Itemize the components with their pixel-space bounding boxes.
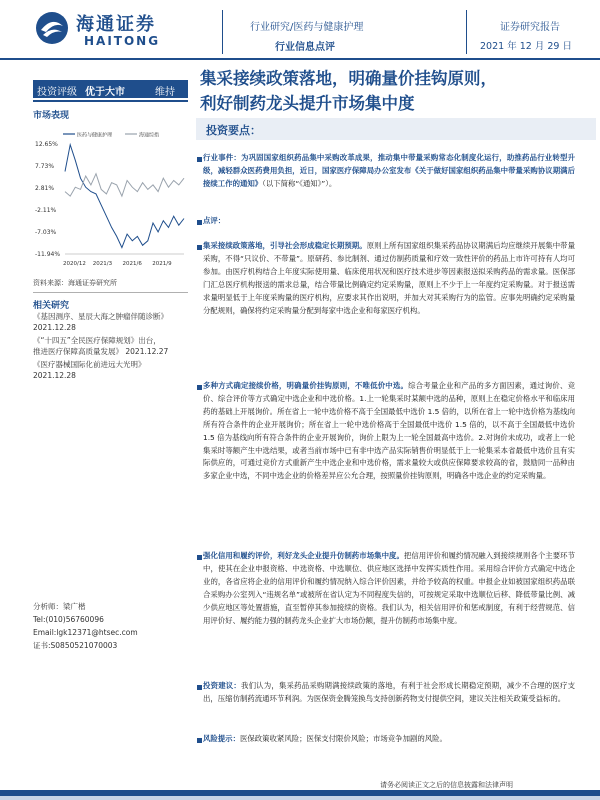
bullet-icon xyxy=(197,555,202,560)
logo-chinese-name: 海通证券 xyxy=(76,14,156,35)
analyst-email: Email:lgk12371@htsec.com xyxy=(33,628,138,637)
related-item-date: 2021.12.27 xyxy=(125,346,169,356)
y-tick-label: -7.03% xyxy=(35,229,57,237)
paragraph-credit xyxy=(203,550,575,627)
credit-lead: 强化信用和履约评价，利好龙头企业提升仿制药市场集中度。 xyxy=(203,551,404,560)
market-chart-svg xyxy=(33,128,188,268)
report-subcategory: 行业信息点评 xyxy=(275,42,335,53)
y-tick-label: 7.73% xyxy=(35,163,55,171)
title-line-1: 集采接续政策落地，明确量价挂钩原则， xyxy=(200,69,497,88)
bullet-icon xyxy=(197,385,202,390)
related-item xyxy=(33,312,168,333)
bullet-icon xyxy=(197,220,202,225)
related-section-label: 相关研究 xyxy=(33,301,70,311)
advice-rest: 我们认为，集采药品采购期满接续政策的落地，有利于社会形成长期稳定预期，减少不合理的医疗支出，压缩仿制药流通环节利润。为医保资金腾笼换鸟支持创新药物支付提供空间，建议关注相关政策受益标的。 xyxy=(203,681,575,703)
report-title xyxy=(200,66,580,116)
points-heading-bar xyxy=(196,118,596,140)
report-date: 2021 年 12 月 29 日 xyxy=(480,41,572,52)
market-section-label: 市场表现 xyxy=(33,111,70,121)
bullet-icon xyxy=(197,245,202,250)
y-tick-label: -2.11% xyxy=(35,207,57,215)
paragraph-risk xyxy=(203,733,575,746)
title-line-2: 利好制药龙头提升市场集中度 xyxy=(200,94,415,113)
event-rest: （以下简称“《通知》”）。 xyxy=(262,178,337,188)
market-chart xyxy=(33,128,188,268)
risk-rest: 医保政策收紧风险；医保支付限价风险；市场竞争加剧的风险。 xyxy=(239,734,447,743)
related-item-title: 《基因测序、星辰大海之肿瘤伴随诊断》 xyxy=(33,312,168,321)
related-item-date: 2021.12.28 xyxy=(33,370,76,380)
continuation-rest: 原则上所有国家组织集采药品协议期满后均应继续开展集中带量采购，不得“只议价、不带量”。原研药、参比制剂、通过仿制药质量和疗效一致性评价的药品上市许可持有人均可参加。由医疗机构结合上年度实际使用量、临床使用状况和医疗技术进步等因素报送拟采购药品的需求量。医保部门汇总医疗机构报送的需求总量，结合带量比例确定约定采购量，原则上不少于上一年度约定采购量。对于报送需求量明显低于上年度采购量的医疗机构，应要求其作出说明，并加大对其采购行为的监管。应事先明确约定采购量分配规则，确保将约定采购量分配到每家中选企业和每家医疗机构。 xyxy=(203,241,575,315)
footer-disclaimer: 请务必阅读正文之后的信息披露和法律声明 xyxy=(380,781,513,789)
header-divider-left xyxy=(222,10,223,54)
paragraph-event xyxy=(203,152,575,191)
paragraph-investment-advice xyxy=(203,680,575,706)
header-divider-right xyxy=(466,10,467,54)
chart-source: 资料来源：海通证券研究所 xyxy=(33,279,117,287)
risk-lead: 风险提示： xyxy=(203,734,240,743)
comment-label: 点评： xyxy=(203,216,226,225)
credit-rest: 把信用评价和履约情况融入到接续规则各个主要环节中，使其在企业申报资格、中选资格、中选顺位、供应地区选择中发挥实质性作用。采用综合评价方式确定中选企业的，各省应将企业的信用评价和履约情况纳入综合评价因素，并给予较高的权重。申报企业如被国家组织药品联合采购办公室列入“违规名单”或被所在省认定为不同程度失信的，可按规定采取中选顺位后移、降低带量比例、减少供应地区等处置措施，直至暂停其参加接续的资格。我们认为，相关信用评价和惩戒制度，有利于经营规范、信用评价好、履约能力强的制药龙头企业扩大市场份额，提升仿制药市场集中度。 xyxy=(203,551,575,625)
bullet-icon xyxy=(197,157,202,162)
points-heading: 投资要点： xyxy=(206,124,261,137)
pricing-lead: 多种方式确定接续价格，明确量价挂钩原则，不唯低价中选。 xyxy=(203,381,409,390)
related-item xyxy=(33,336,168,357)
haitong-logo-icon xyxy=(34,10,70,46)
rating-label: 投资评级 xyxy=(37,87,77,98)
analyst-info xyxy=(33,600,138,652)
analyst-name: 分析师：梁广楷 xyxy=(33,602,86,611)
event-lead: 行业事件：为巩固国家组织药品集中采购改革成果，推动集中带量采购常态化制度化运行，助推药品行业转型升级，减轻群众医药费用负担，近日，国家医疗保障局办公室发布《关于做好国家组织药品集中带量采购协议期满后接续工作的通知》 xyxy=(203,153,575,188)
paragraph-comment xyxy=(203,215,575,228)
report-type: 证券研究报告 xyxy=(500,22,560,33)
bullet-icon xyxy=(197,738,202,743)
logo-english-name: HAITONG xyxy=(84,34,161,48)
analyst-tel: Tel:(010)56760096 xyxy=(33,615,104,624)
related-item-title-cont: 推进医疗保障高质量发展》 xyxy=(33,346,123,356)
series-line xyxy=(65,174,184,196)
y-tick-label: 12.65% xyxy=(35,141,58,148)
paragraph-continuation xyxy=(203,240,575,317)
advice-lead: 投资建议： xyxy=(203,681,241,690)
report-category: 行业研究/医药与健康护理 xyxy=(250,22,364,33)
x-tick-label: 2021/9 xyxy=(152,261,172,267)
legend-label: 医药与健康护理 xyxy=(77,132,113,139)
x-tick-label: 2020/12 xyxy=(63,261,86,267)
pricing-rest: 综合考量企业和产品的多方面因素，通过询价、竞价、综合评价等方式确定中选企业和中选价格。1.上一轮集采时某额中选的品种，原则上在稳定价格水平和临床用药的基础上开展询价。所在省上一轮中选价格不高于全国最低中选价 1.5 倍的，以所在省上一轮中选价格为基线向所有符合条件的企业开展询价；所在省上一轮中选价格高于全国最低中选价 1.5 倍的，以不高于全国最低中选价 1.5 倍为基线向所有符合条件的企业开展询价，询价上限为上一轮全国最高中选价。2.对询价未成功，或者上一轮集采时等额产生中选结果，或者当前市场中已有非中选产品实际销售价明显低于上一轮集采本省最低中选价且有实际供应的，可通过竞价方式重新产生中选企业和中选价格，需求量较大或供应保障要求较高的省，鼓励同一品种由多家企业中选，不同中选企业的价格差异应公允合理，按照量价挂钩原则，明确各中选企业的约定采购量。 xyxy=(203,381,575,481)
investment-rating xyxy=(33,80,188,98)
rating-action: 维持 xyxy=(155,87,175,98)
source-divider xyxy=(33,292,188,293)
paragraph-pricing xyxy=(203,380,575,483)
rating-underline xyxy=(33,100,188,102)
y-tick-label: 2.81% xyxy=(35,185,55,193)
footer-bar-light xyxy=(0,796,600,800)
continuation-lead: 集采接续政策落地，引导社会形成稳定长期预期。 xyxy=(203,241,367,250)
related-item-title: 《“十四五”全民医疗保障规划》出台， xyxy=(33,336,161,345)
x-tick-label: 2021/6 xyxy=(122,261,142,267)
bullet-icon xyxy=(197,685,202,690)
y-tick-label: -11.94% xyxy=(35,251,61,258)
series-line xyxy=(65,145,184,248)
x-tick-label: 2021/3 xyxy=(92,261,113,267)
related-item xyxy=(33,360,146,381)
related-item-title: 《医疗器械国际化前进远大光明》 xyxy=(33,360,146,369)
header-rule xyxy=(0,58,600,60)
haitong-logo xyxy=(34,8,174,52)
analyst-license: 证书:S0850521070003 xyxy=(33,641,118,650)
rating-value: 优于大市 xyxy=(85,87,125,98)
related-item-date: 2021.12.28 xyxy=(33,322,76,332)
legend-label: 海通综指 xyxy=(139,132,160,139)
